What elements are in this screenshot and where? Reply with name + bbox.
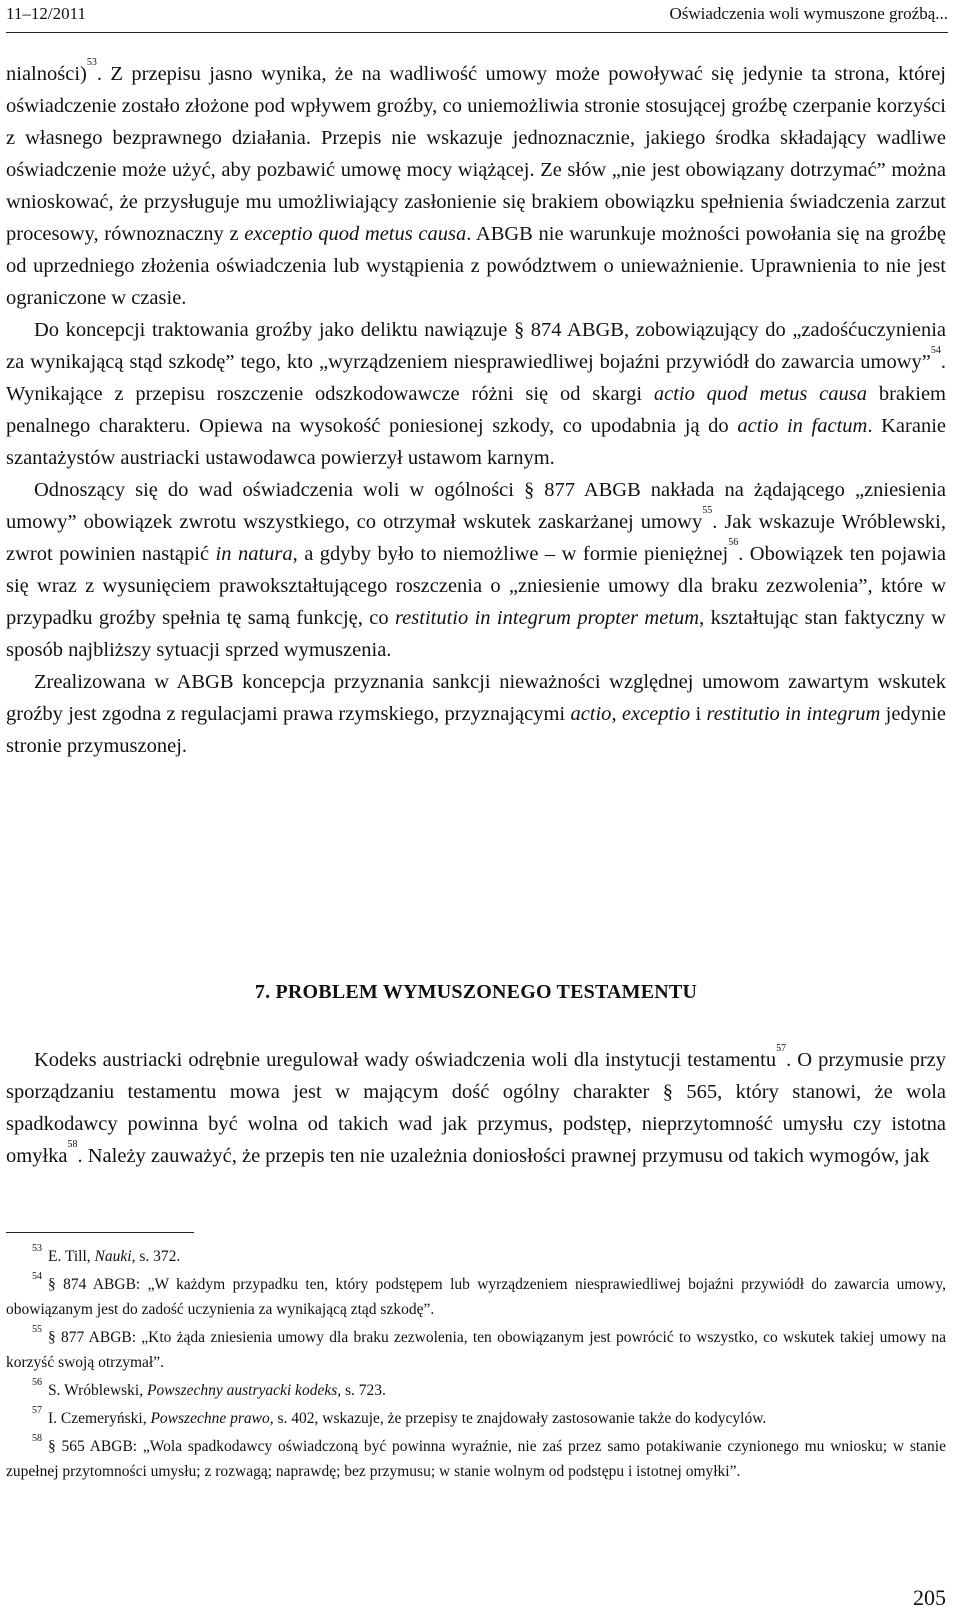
page-number: 205 (913, 1585, 946, 1610)
section-paragraph-1: Kodeks austriacki odrębnie uregulował wady oświadczenia woli dla instytucji testamentu$^{57}$. O przymusie przy sporządzaniu testamentu mowa jest w mającym dość ogólny charakter § 565, który stanowi, że wola spadkodawcy powinna być wolna od takich wad jak przymus, podstęp, nieprzytomność umysłu czy istotna omyłka$^{58}$. Należy zauważyć, że przepis ten nie uzależnia doniosłości prawnej przymusu od takich wymogów, jak (6, 1043, 946, 1167)
footnotes (6, 1244, 946, 1487)
paragraph-4: Zrealizowana w ABGB koncepcja przyznania sankcji nieważności względnej umowom zawartym wskutek groźby jest zgodna z regulacjami prawa rzymskiego, przyznającymi actio, exceptio i restitutio in integrum jedynie stronie przymuszonej. (6, 671, 947, 757)
footnote-58: $^{58}$ § 565 ABGB: „Wola spadkodawcy oświadczoną być powinna wyraźnie, nie zaś przez samo potakiwanie czynionego mu wniosku; w stanie zupełnej przytomności umysłu; z rozwagą; naprawdę; bez przymusu; w stanie wolnym od podstępu i istotnej omyłki”. (6, 1433, 946, 1480)
footnote-55: $^{55}$ § 877 ABGB: „Kto żąda zniesienia umowy dla braku zezwolenia, ten obowiązanym jest powrócić to wszystko, co wskutek takiej umowy na korzyść swoją otrzymał”. (6, 1324, 946, 1371)
paragraph-3: Odnoszący się do wad oświadczenia woli w ogólności § 877 ABGB nakłada na żądającego „zniesienia umowy” obowiązek zwrotu wszystkiego, co otrzymał wskutek zaskarżanej umowy$^{55}$. Jak wskazuje Wróblewski, zwrot powinien nastąpić in natura, a gdyby było to niemożliwe – w formie pieniężnej$^{56}$. Obowiązek ten pojawia się wraz z wysunięciem prawokształtującego roszczenia o „zniesienie umowy dla braku zezwolenia”, które w przypadku groźby spełnia tę samą funkcję, co restitutio in integrum propter metum, kształtując stan faktyczny w sposób najbliższy sytuacji sprzed wymuszenia. (6, 479, 946, 661)
footnote-ref-58[interactable]: 58 (67, 1139, 78, 1150)
running-header (6, 0, 948, 33)
footnote-57: $^{57}$ I. Czemeryński, Powszechne prawo, s. 402, wskazuje, że przepisy te znajdowały zastosowanie także do kodycylów. (32, 1405, 767, 1427)
paragraph-2: Do koncepcji traktowania groźby jako deliktu nawiązuje § 874 ABGB, zobowiązujący do „zadośćuczynienia za wynikającą stąd szkodę” tego, kto „wyrządzeniem niesprawiedliwej bojaźni przywiódł do zawarcia umowy”$^{54}$. Wynikające z przepisu roszczenie odszkodowawcze różni się od skargi actio quod metus causa brakiem penalnego charakteru. Opiewa na wysokość poniesionej szkody, co upodabnia ją do actio in factum. Karanie szantażystów austriacki ustawodawca powierzył ustawom karnym. (6, 319, 947, 469)
footnote-56: $^{56}$ S. Wróblewski, Powszechny austryacki kodeks, s. 723. (32, 1377, 386, 1399)
footnote-ref-57[interactable]: 57 (776, 1043, 787, 1054)
footnote-separator (6, 1232, 194, 1233)
footnote-ref-56[interactable]: 56 (728, 537, 739, 548)
main-text (6, 58, 946, 762)
footnote-54: $^{54}$ § 874 ABGB: „W każdym przypadku ten, który podstępem lub wyrządzeniem niesprawiedliwej bojaźni przywiódł do zawarcia umowy, obowiązanym jest do zadość uczynienia za wynikającą ztąd szkodę”. (6, 1271, 946, 1318)
issue-label: 11–12/2011 (6, 4, 86, 23)
paragraph-1: nialności)$^{53}$. Z przepisu jasno wynika, że na wadliwość umowy może powoływać się jedynie ta strona, której oświadczenie zostało złożone pod wpływem groźby, co uniemożliwia stronie stosującej groźbę czerpanie korzyści z własnego bezprawnego działania. Przepis nie wskazuje jednoznacznie, jakiego środka składający wadliwe oświadczenie może użyć, aby pozbawić umowę mocy wiążącej. Ze słów „nie jest obowiązany dotrzymać” można wnioskować, że przysługuje mu umożliwiający zasłonienie się brakiem obowiązku spełnienia świadczenia zarzut procesowy, równoznaczny z exceptio quod metus causa. ABGB nie warunkuje możności powołania się na groźbę od uprzedniego złożenia oświadczenia lub wystąpienia z powództwem o unieważnienie. Uprawnienia to nie jest ograniczone w czasie. (6, 57, 946, 309)
footnote-ref-54[interactable]: 54 (930, 345, 941, 356)
footnote-ref-55[interactable]: 55 (702, 505, 713, 516)
footnote-53: $^{53}$ E. Till, Nauki, s. 372. (32, 1243, 181, 1265)
section-heading: 7. PROBLEM WYMUSZONEGO TESTAMENTU (254, 981, 698, 1003)
running-title: Oświadczenia woli wymuszone groźbą... (669, 4, 948, 23)
section-text (6, 1044, 946, 1172)
footnote-ref-53[interactable]: 53 (86, 57, 97, 68)
